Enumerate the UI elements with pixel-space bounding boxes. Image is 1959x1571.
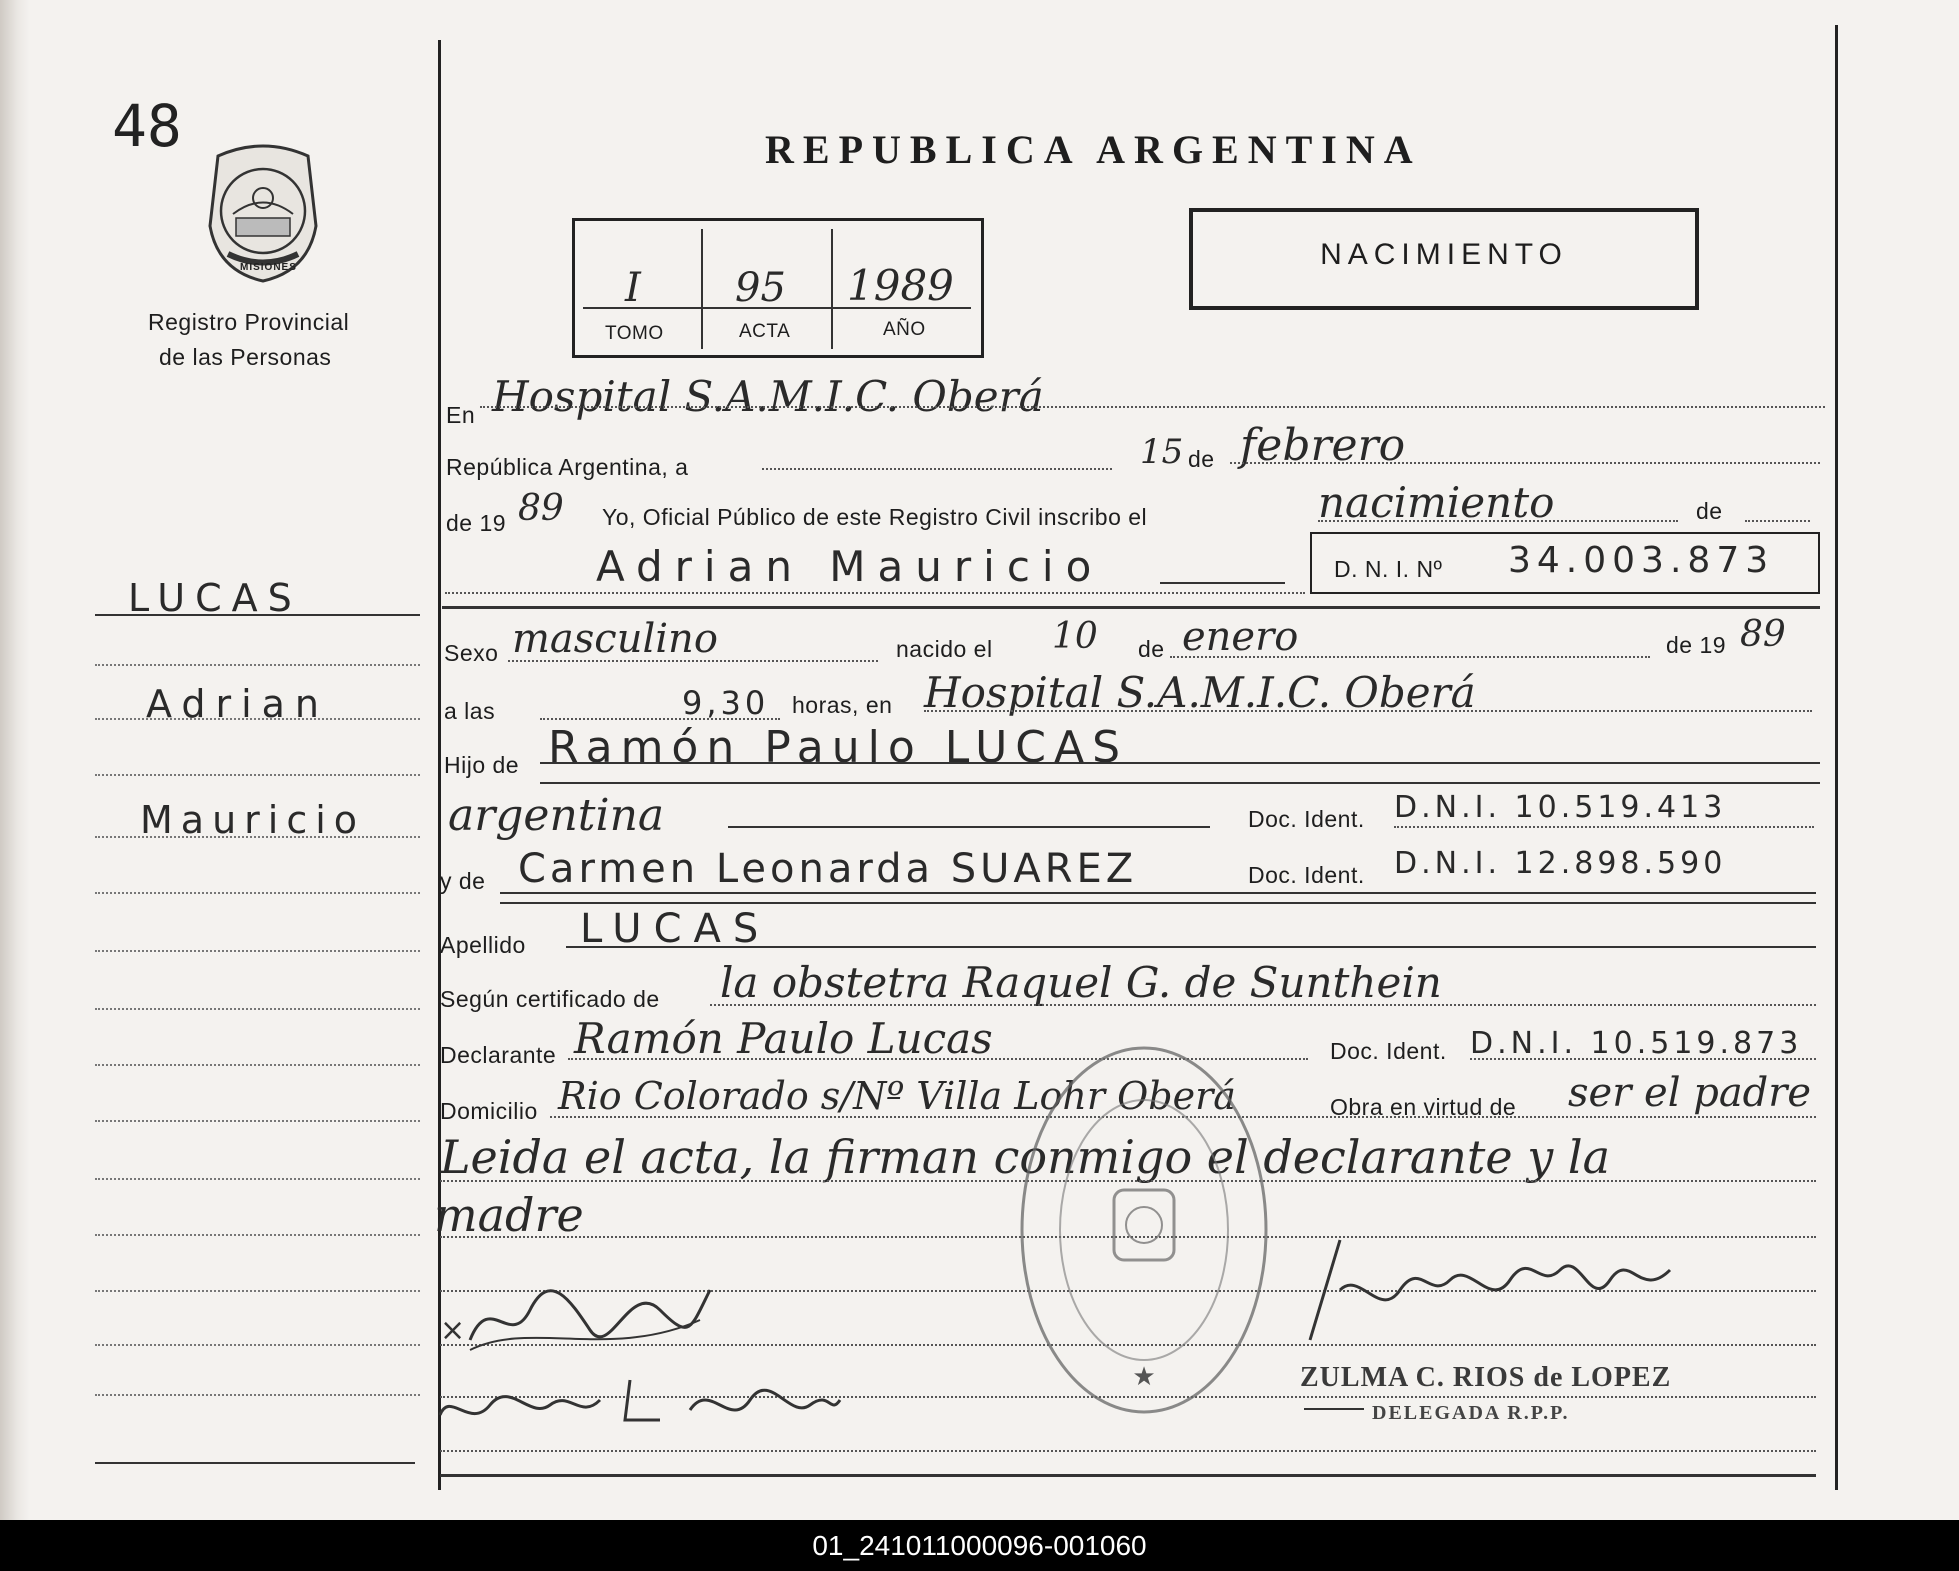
registration-month: febrero — [1240, 420, 1406, 471]
official-round-stamp — [1014, 1040, 1274, 1420]
republic-label: República Argentina, a — [446, 454, 689, 480]
certificate-label: Según certificado de — [440, 986, 660, 1012]
tomo-label: TOMO — [605, 323, 664, 344]
stamp-emblem-icon — [1014, 1040, 1274, 1420]
father-doc: D.N.I. 10.519.413 — [1394, 790, 1727, 825]
svg-text:×: × — [440, 1313, 466, 1348]
margin-middle-name: Mauricio — [140, 798, 366, 842]
son-of-label: Hijo de — [444, 752, 520, 778]
mother-name: Carmen Leonarda SUAREZ — [518, 846, 1138, 892]
dni-box — [1310, 532, 1820, 594]
registration-day: 15 — [1140, 432, 1184, 472]
event-de-label: de — [1696, 498, 1723, 524]
certificate-value: la obstetra Raquel G. de Sunthein — [720, 958, 1442, 1007]
page-number: 48 — [112, 92, 182, 160]
mother-signature — [430, 1360, 850, 1440]
time-label: a las — [444, 698, 496, 724]
birth-place: Hospital S.A.M.I.C. Oberá — [924, 668, 1476, 717]
declarant-label: Declarante — [440, 1042, 557, 1068]
margin-first-name: Adrian — [146, 682, 329, 726]
seal-bottom-text: MISIONES — [240, 262, 297, 273]
official-signature — [1300, 1230, 1680, 1350]
image-identifier: 01_241011000096-001060 — [0, 1520, 1959, 1571]
hours-label: horas, en — [792, 692, 893, 718]
father-doc-label: Doc. Ident. — [1248, 806, 1365, 832]
surname-value: LUCAS — [580, 906, 771, 952]
mother-doc-label: Doc. Ident. — [1248, 862, 1365, 888]
dni-label: D. N. I. Nº — [1334, 556, 1443, 582]
binding-edge — [0, 0, 30, 1520]
born-year: 89 — [1740, 614, 1786, 655]
capacity-value: ser el padre — [1568, 1070, 1812, 1116]
official-name-stamp: ZULMA C. RIOS de LOPEZ — [1300, 1362, 1672, 1393]
domicile-label: Domicilio — [440, 1098, 538, 1124]
registry-title-line1: Registro Provincial — [148, 309, 350, 335]
ano-label: AÑO — [883, 319, 926, 340]
registration-year: 89 — [518, 488, 564, 529]
record-type-box — [1189, 208, 1699, 310]
birth-time: 9,30 — [682, 684, 770, 722]
born-year-prefix: de 19 — [1666, 632, 1727, 658]
declarant-signature — [430, 1250, 730, 1370]
dni-value: 34.003.873 — [1508, 540, 1775, 581]
date-de-label: de — [1188, 446, 1215, 472]
closing-line-1: Leida el acta, la firman conmigo el declarante y la — [440, 1130, 1611, 1184]
father-nationality: argentina — [448, 790, 665, 841]
sex-label: Sexo — [444, 640, 499, 666]
born-month: enero — [1182, 614, 1299, 660]
column-divider-right — [1835, 25, 1838, 1490]
capacity-label: Obra en virtud de — [1330, 1094, 1517, 1120]
place-label: En — [446, 402, 476, 428]
child-name: Adrian Mauricio — [596, 542, 1104, 591]
and-of-label: y de — [440, 868, 486, 894]
closing-line-2: madre — [434, 1188, 584, 1242]
registration-place: Hospital S.A.M.I.C. Oberá — [492, 372, 1044, 421]
born-de-label: de — [1138, 636, 1165, 662]
sex-value: masculino — [512, 616, 718, 662]
domicile-value: Rio Colorado s/Nº Villa Lohr Oberá — [558, 1074, 1236, 1118]
officer-text: Yo, Oficial Público de este Registro Civil inscribo el — [602, 504, 1148, 530]
father-name: Ramón Paulo LUCAS — [548, 722, 1129, 773]
acta-label: ACTA — [739, 321, 791, 342]
register-box — [572, 218, 984, 358]
margin-surname: LUCAS — [128, 576, 302, 620]
registry-title-line2: de las Personas — [159, 344, 332, 370]
official-title-stamp: DELEGADA R.P.P. — [1372, 1402, 1570, 1424]
svg-text:★: ★ — [1132, 1362, 1156, 1392]
declarant-doc-label: Doc. Ident. — [1330, 1038, 1447, 1064]
ano-value: 1989 — [847, 261, 954, 310]
signature-scribble-icon-3 — [1300, 1230, 1680, 1350]
tomo-value: I — [625, 265, 641, 311]
surname-label: Apellido — [440, 932, 526, 958]
year-prefix: de 19 — [446, 510, 507, 536]
born-label: nacido el — [896, 636, 993, 662]
mother-doc: D.N.I. 12.898.590 — [1394, 846, 1727, 881]
registered-event: nacimiento — [1318, 478, 1555, 527]
declarant-doc: D.N.I. 10.519.873 — [1470, 1026, 1803, 1061]
born-day: 10 — [1052, 616, 1098, 657]
declarant-name: Ramón Paulo Lucas — [574, 1014, 993, 1063]
acta-value: 95 — [735, 265, 786, 311]
record-type-label: NACIMIENTO — [1320, 238, 1568, 271]
country-title: REPUBLICA ARGENTINA — [765, 127, 1422, 172]
signature-scribble-icon — [430, 1250, 730, 1370]
signature-scribble-icon-2 — [430, 1360, 850, 1440]
